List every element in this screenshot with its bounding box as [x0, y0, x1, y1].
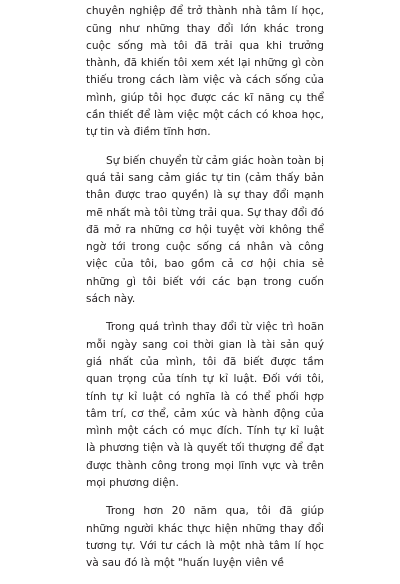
paragraph-1: chuyên nghiệp để trở thành nhà tâm lí học, cũng như những thay đổi lớn khác trong cuộc sống mà tôi đã trải qua khi trưởng thành, đã khiến tôi xem xét lại những gì còn thiếu trong cách làm việc và cách sống của mình, giúp tôi học được các kĩ năng cụ thể cần thiết để làm việc một cách có khoa học, tự tin và điềm tĩnh hơn. [86, 5, 324, 139]
paragraph-4: Trong hơn 20 năm qua, tôi đã giúp những người khác thực hiện những thay đổi tương tự. Với tư cách là một nhà tâm lí học và sau đó là một "huấn luyện viên về [86, 505, 324, 570]
paragraph-2: Sự biến chuyển từ cảm giác hoàn toàn bị quá tải sang cảm giác tự tin (cảm thấy bản thân được trao quyền) là sự thay đổi mạnh mẽ nhất mà tôi từng trải qua. Sự thay đổi đó đã mở ra những cơ hội tuyệt vời không thể ngờ tới trong cuộc sống cá nhân và công việc của tôi, bao gồm cả cơ hội chia sẻ những gì tôi biết với các bạn trong cuốn sách này. [86, 154, 324, 306]
body-text [86, 0, 324, 584]
paragraph-3: Trong quá trình thay đổi từ việc trì hoãn mỗi ngày sang coi thời gian là tài sản quý giá nhất của mình, tôi đã biết được tầm quan trọng của tính tự kỉ luật. Đối với tôi, tính tự kỉ luật có nghĩa là có thể phối hợp tâm trí, cơ thể, cảm xúc và hành động của mình một cách có mục đích. Tính tự kỉ luật là phương tiện và là quyết tối thượng để đạt được thành công trong mọi lĩnh vực và trên mọi phương diện. [86, 321, 324, 490]
